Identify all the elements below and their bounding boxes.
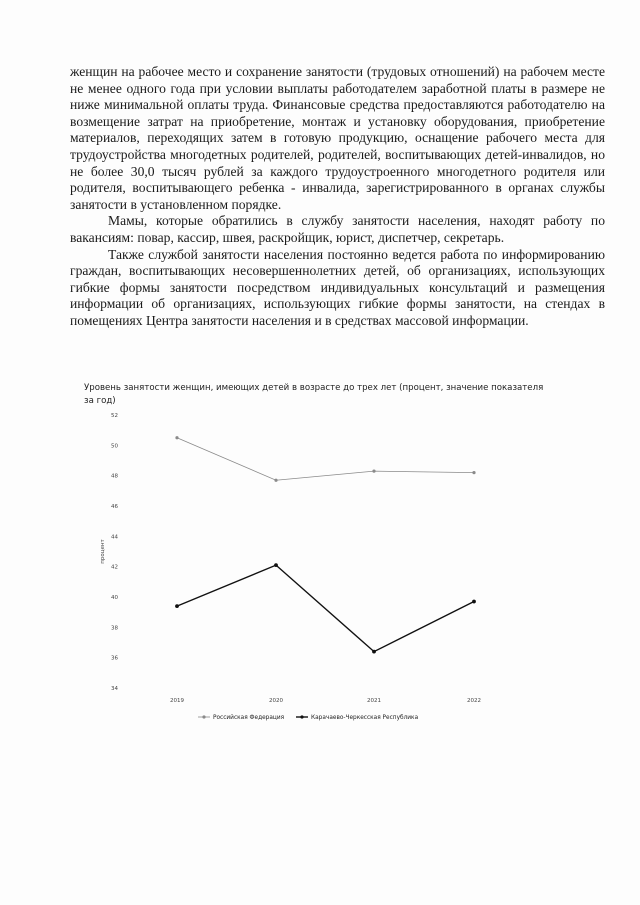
series-line-1: [177, 438, 474, 480]
paragraph-1: женщин на рабочее место и сохранение занятости (трудовых отношений) на рабочем месте не менее одного года при условии выплаты работодателем заработной платы в размере не ниже минимальной оплаты труда. Финансовые средства предоставляются работодателю на возмещение затрат на приобретение, монтаж и установку оборудования, приобретение материалов, переходящих затем в готовую продукцию, оснащение рабочего места для трудоустройства многодетных родителей, родителей, воспитывающих детей-инвалидов, но не более 30,0 тысяч рублей за каждого трудоустроенного многодетного родителя или родителя, воспитывающего ребенка - инвалида, зарегистрированного в органах службы занятости в установленном порядке.: [70, 64, 605, 212]
x-tick-label: 2019: [170, 698, 184, 704]
series-1-point: [274, 479, 277, 482]
y-tick-label: 38: [111, 625, 118, 632]
series-2-point: [175, 604, 179, 608]
legend-marker: [300, 715, 303, 718]
y-tick-label: 36: [111, 655, 118, 662]
y-tick-label: 44: [111, 534, 118, 541]
y-tick-label: 50: [111, 443, 118, 450]
x-tick-label: 2022: [467, 698, 481, 704]
series-2-point: [372, 650, 376, 654]
series-1-point: [175, 436, 178, 439]
paragraph-3: Также службой занятости населения постоянно ведется работа по информированию граждан, воспитывающих несовершеннолетних детей, об организациях, использующих гибкие формы занятости посредством индивидуальных консультаций и размещения информации об организациях, использующих гибкие формы занятости, на стендах в помещениях Центра занятости населения и в средствах массовой информации.: [70, 246, 605, 328]
y-tick-label: 52: [111, 413, 118, 419]
chart-title: Уровень занятости женщин, имеющих детей в возрасте до трех лет (процент, значение показателя за год): [84, 383, 544, 406]
y-tick-label: 42: [111, 564, 118, 571]
x-tick-label: 2020: [269, 698, 283, 704]
legend-label: Российская Федерация: [213, 715, 285, 721]
x-tick-label: 2021: [367, 698, 381, 704]
legend-label: Карачаево-Черкесская Республика: [311, 715, 419, 721]
y-tick-label: 46: [111, 504, 118, 510]
y-tick-label: 34: [111, 686, 118, 692]
series-2-point: [274, 563, 278, 567]
series-2-point: [472, 600, 476, 604]
paragraph-2: Мамы, которые обратились в службу занятости населения, находят работу по вакансиям: повар, кассир, швея, раскройщик, юрист, диспетчер, секретарь.: [70, 213, 605, 245]
series-1-point: [472, 471, 475, 474]
y-tick-label: 48: [111, 473, 118, 480]
series-1-point: [372, 470, 375, 473]
y-axis-label: процент: [100, 539, 106, 564]
y-tick-label: 40: [111, 595, 118, 601]
legend-marker: [202, 715, 205, 718]
series-line-2: [177, 565, 474, 651]
